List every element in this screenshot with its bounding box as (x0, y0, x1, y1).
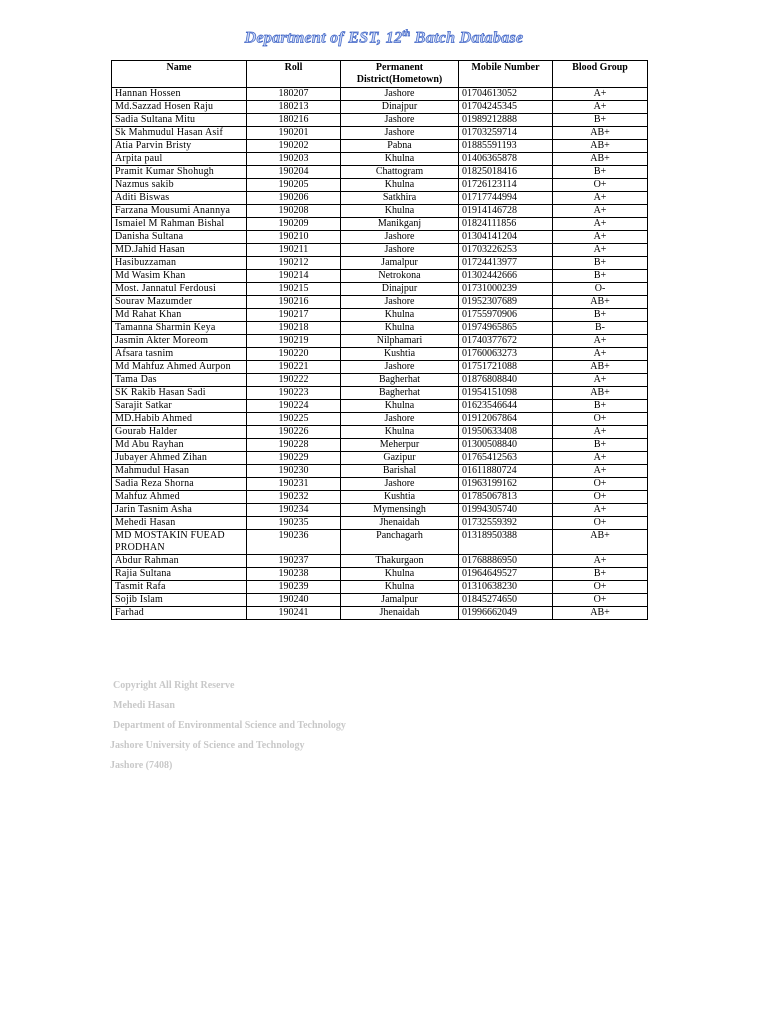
cell-district: Khulna (341, 309, 459, 322)
cell-mobile: 01785067813 (459, 491, 553, 504)
cell-blood-group: A+ (553, 348, 648, 361)
cell-district: Gazipur (341, 452, 459, 465)
cell-name: Most. Jannatul Ferdousi (112, 283, 247, 296)
cell-blood-group: A+ (553, 374, 648, 387)
cell-blood-group: A+ (553, 504, 648, 517)
cell-mobile: 01989212888 (459, 114, 553, 127)
table-row (112, 205, 648, 218)
cell-district: Netrokona (341, 270, 459, 283)
cell-district: Jashore (341, 88, 459, 101)
cell-blood-group: B+ (553, 400, 648, 413)
cell-mobile: 01912067864 (459, 413, 553, 426)
table-row (112, 517, 648, 530)
cell-mobile: 01703259714 (459, 127, 553, 140)
cell-district: Jhenaidah (341, 607, 459, 620)
table-row (112, 244, 648, 257)
cell-district: Satkhira (341, 192, 459, 205)
table-row (112, 166, 648, 179)
cell-district: Kushtia (341, 348, 459, 361)
cell-blood-group: AB+ (553, 361, 648, 374)
cell-name: Sourav Mazumder (112, 296, 247, 309)
cell-district: Jhenaidah (341, 517, 459, 530)
header-blood-group: Blood Group (553, 61, 648, 88)
header-district: Permanent District(Hometown) (341, 61, 459, 88)
footer-author: Mehedi Hasan (113, 700, 175, 711)
cell-roll: 190238 (247, 568, 341, 581)
cell-name: SK Rakib Hasan Sadi (112, 387, 247, 400)
header-roll: Roll (247, 61, 341, 88)
cell-mobile: 01845274650 (459, 594, 553, 607)
cell-blood-group: B+ (553, 309, 648, 322)
cell-blood-group: B- (553, 322, 648, 335)
cell-district: Khulna (341, 322, 459, 335)
cell-blood-group: AB+ (553, 607, 648, 620)
table-row (112, 426, 648, 439)
header-name: Name (112, 61, 247, 88)
cell-name: Md Wasim Khan (112, 270, 247, 283)
cell-mobile: 01623546644 (459, 400, 553, 413)
cell-roll: 190202 (247, 140, 341, 153)
cell-name: Sarajit Satkar (112, 400, 247, 413)
cell-mobile: 01731000239 (459, 283, 553, 296)
cell-name: Ismaiel M Rahman Bishal (112, 218, 247, 231)
cell-name: Md.Sazzad Hosen Raju (112, 101, 247, 114)
cell-name: MD.Jahid Hasan (112, 244, 247, 257)
table-row (112, 192, 648, 205)
cell-name: Tasmit Rafa (112, 581, 247, 594)
table-row (112, 218, 648, 231)
cell-name: Abdur Rahman (112, 555, 247, 568)
table-row (112, 361, 648, 374)
cell-name: Farhad (112, 607, 247, 620)
cell-blood-group: A+ (553, 218, 648, 231)
table-row (112, 374, 648, 387)
cell-roll: 190239 (247, 581, 341, 594)
cell-name: Rajia Sultana (112, 568, 247, 581)
cell-mobile: 01996662049 (459, 607, 553, 620)
footer-department: Department of Environmental Science and Technology (113, 720, 346, 731)
cell-blood-group: B+ (553, 114, 648, 127)
cell-district: Jashore (341, 244, 459, 257)
table-row (112, 101, 648, 114)
cell-roll: 190219 (247, 335, 341, 348)
cell-blood-group: A+ (553, 426, 648, 439)
cell-name: Jasmin Akter Moreom (112, 335, 247, 348)
cell-district: Khulna (341, 581, 459, 594)
cell-district: Panchagarh (341, 530, 459, 555)
cell-mobile: 01825018416 (459, 166, 553, 179)
table-row (112, 153, 648, 166)
cell-name: Jubayer Ahmed Zihan (112, 452, 247, 465)
cell-name: Sadia Sultana Mitu (112, 114, 247, 127)
cell-roll: 190225 (247, 413, 341, 426)
cell-mobile: 01765412563 (459, 452, 553, 465)
table-row (112, 140, 648, 153)
cell-district: Manikganj (341, 218, 459, 231)
cell-blood-group: AB+ (553, 127, 648, 140)
cell-district: Barishal (341, 465, 459, 478)
cell-roll: 190216 (247, 296, 341, 309)
cell-blood-group: A+ (553, 231, 648, 244)
table-row (112, 491, 648, 504)
table-row (112, 452, 648, 465)
cell-mobile: 01751721088 (459, 361, 553, 374)
cell-mobile: 01717744994 (459, 192, 553, 205)
cell-name: Hannan Hossen (112, 88, 247, 101)
cell-roll: 190232 (247, 491, 341, 504)
cell-blood-group: B+ (553, 257, 648, 270)
title-text-end: Batch Database (410, 29, 524, 47)
cell-roll: 190218 (247, 322, 341, 335)
cell-roll: 190204 (247, 166, 341, 179)
cell-district: Khulna (341, 205, 459, 218)
cell-district: Mymensingh (341, 504, 459, 517)
footer-university: Jashore University of Science and Technology (110, 740, 305, 751)
cell-blood-group: A+ (553, 244, 648, 257)
cell-district: Kushtia (341, 491, 459, 504)
cell-blood-group: O+ (553, 179, 648, 192)
cell-district: Jashore (341, 413, 459, 426)
cell-roll: 190210 (247, 231, 341, 244)
cell-roll: 190237 (247, 555, 341, 568)
cell-roll: 190205 (247, 179, 341, 192)
cell-district: Thakurgaon (341, 555, 459, 568)
cell-blood-group: AB+ (553, 140, 648, 153)
cell-district: Chattogram (341, 166, 459, 179)
cell-name: Md Rahat Khan (112, 309, 247, 322)
cell-mobile: 01740377672 (459, 335, 553, 348)
cell-mobile: 01954151098 (459, 387, 553, 400)
table-row (112, 335, 648, 348)
cell-mobile: 01302442666 (459, 270, 553, 283)
cell-name: Sojib Islam (112, 594, 247, 607)
cell-name: Atia Parvin Bristy (112, 140, 247, 153)
table-row (112, 270, 648, 283)
cell-mobile: 01703226253 (459, 244, 553, 257)
cell-district: Jashore (341, 296, 459, 309)
table-row (112, 309, 648, 322)
cell-name: MD.Habib Ahmed (112, 413, 247, 426)
cell-mobile: 01974965865 (459, 322, 553, 335)
cell-name: Sadia Reza Shorna (112, 478, 247, 491)
cell-district: Meherpur (341, 439, 459, 452)
cell-roll: 190224 (247, 400, 341, 413)
cell-district: Jashore (341, 127, 459, 140)
table-row (112, 348, 648, 361)
cell-blood-group: A+ (553, 88, 648, 101)
title-superscript: th (402, 28, 411, 38)
cell-mobile: 01952307689 (459, 296, 553, 309)
table-row (112, 322, 648, 335)
cell-mobile: 01994305740 (459, 504, 553, 517)
table-row (112, 387, 648, 400)
cell-roll: 190226 (247, 426, 341, 439)
cell-mobile: 01724413977 (459, 257, 553, 270)
cell-roll: 190230 (247, 465, 341, 478)
cell-name: Mahmudul Hasan (112, 465, 247, 478)
cell-district: Dinajpur (341, 283, 459, 296)
table-row (112, 594, 648, 607)
cell-name: Pramit Kumar Shohugh (112, 166, 247, 179)
table-row (112, 439, 648, 452)
table-row (112, 88, 648, 101)
cell-district: Bagherhat (341, 374, 459, 387)
cell-roll: 190236 (247, 530, 341, 555)
cell-roll: 190206 (247, 192, 341, 205)
cell-roll: 190229 (247, 452, 341, 465)
cell-mobile: 01768886950 (459, 555, 553, 568)
cell-blood-group: A+ (553, 335, 648, 348)
cell-blood-group: AB+ (553, 387, 648, 400)
cell-roll: 190220 (247, 348, 341, 361)
cell-district: Jashore (341, 361, 459, 374)
cell-blood-group: A+ (553, 205, 648, 218)
cell-blood-group: O+ (553, 581, 648, 594)
cell-roll: 190221 (247, 361, 341, 374)
cell-district: Nilphamari (341, 335, 459, 348)
cell-district: Jashore (341, 114, 459, 127)
cell-blood-group: O+ (553, 491, 648, 504)
table-row (112, 478, 648, 491)
cell-name: Hasibuzzaman (112, 257, 247, 270)
table-row (112, 127, 648, 140)
cell-mobile: 01914146728 (459, 205, 553, 218)
table-row (112, 114, 648, 127)
cell-name: Sk Mahmudul Hasan Asif (112, 127, 247, 140)
cell-roll: 190201 (247, 127, 341, 140)
title-text: Department of EST, 12 (244, 29, 403, 47)
cell-blood-group: O+ (553, 594, 648, 607)
header-mobile: Mobile Number (459, 61, 553, 88)
cell-name: Jarin Tasnim Asha (112, 504, 247, 517)
cell-roll: 190222 (247, 374, 341, 387)
table-row (112, 530, 648, 555)
cell-roll: 190203 (247, 153, 341, 166)
cell-name: Tama Das (112, 374, 247, 387)
cell-mobile: 01611880724 (459, 465, 553, 478)
cell-roll: 180216 (247, 114, 341, 127)
cell-name: Md Abu Rayhan (112, 439, 247, 452)
table-body (112, 88, 648, 620)
cell-district: Khulna (341, 400, 459, 413)
table-row (112, 555, 648, 568)
cell-district: Khulna (341, 153, 459, 166)
table-row (112, 607, 648, 620)
document-title (0, 28, 768, 47)
table-row (112, 504, 648, 517)
table-header-row (112, 61, 648, 88)
cell-roll: 180207 (247, 88, 341, 101)
cell-blood-group: B+ (553, 568, 648, 581)
footer-city: Jashore (7408) (110, 760, 173, 771)
table-row (112, 465, 648, 478)
cell-mobile: 01406365878 (459, 153, 553, 166)
cell-roll: 190214 (247, 270, 341, 283)
cell-roll: 190212 (247, 257, 341, 270)
cell-roll: 190231 (247, 478, 341, 491)
cell-name: Tamanna Sharmin Keya (112, 322, 247, 335)
cell-roll: 190241 (247, 607, 341, 620)
cell-district: Khulna (341, 426, 459, 439)
cell-name: Danisha Sultana (112, 231, 247, 244)
cell-mobile: 01300508840 (459, 439, 553, 452)
cell-mobile: 01876808840 (459, 374, 553, 387)
cell-roll: 190208 (247, 205, 341, 218)
table-row (112, 179, 648, 192)
cell-blood-group: A+ (553, 555, 648, 568)
cell-mobile: 01318950388 (459, 530, 553, 555)
table-row (112, 231, 648, 244)
cell-mobile: 01964649527 (459, 568, 553, 581)
cell-blood-group: A+ (553, 452, 648, 465)
table-row (112, 581, 648, 594)
table-row (112, 283, 648, 296)
cell-name: Arpita paul (112, 153, 247, 166)
cell-district: Khulna (341, 568, 459, 581)
cell-roll: 190234 (247, 504, 341, 517)
cell-mobile: 01755970906 (459, 309, 553, 322)
cell-roll: 190235 (247, 517, 341, 530)
cell-district: Jashore (341, 231, 459, 244)
cell-roll: 190209 (247, 218, 341, 231)
cell-roll: 190223 (247, 387, 341, 400)
cell-mobile: 01824111856 (459, 218, 553, 231)
cell-district: Khulna (341, 179, 459, 192)
cell-name: Md Mahfuz Ahmed Aurpon (112, 361, 247, 374)
cell-blood-group: O+ (553, 517, 648, 530)
cell-name: Afsara tasnim (112, 348, 247, 361)
table-row (112, 413, 648, 426)
cell-name: Nazmus sakib (112, 179, 247, 192)
cell-district: Jashore (341, 478, 459, 491)
cell-name: Farzana Mousumi Anannya (112, 205, 247, 218)
cell-blood-group: O+ (553, 478, 648, 491)
cell-mobile: 01732559392 (459, 517, 553, 530)
cell-mobile: 01726123114 (459, 179, 553, 192)
cell-mobile: 01760063273 (459, 348, 553, 361)
cell-blood-group: O+ (553, 413, 648, 426)
cell-blood-group: A+ (553, 192, 648, 205)
cell-district: Jamalpur (341, 257, 459, 270)
cell-blood-group: B+ (553, 166, 648, 179)
cell-mobile: 01304141204 (459, 231, 553, 244)
table-row (112, 296, 648, 309)
cell-roll: 190211 (247, 244, 341, 257)
cell-roll: 190240 (247, 594, 341, 607)
cell-roll: 190215 (247, 283, 341, 296)
table-row (112, 400, 648, 413)
cell-blood-group: AB+ (553, 296, 648, 309)
cell-name: Mehedi Hasan (112, 517, 247, 530)
batch-database-table (111, 60, 648, 620)
cell-name: Mahfuz Ahmed (112, 491, 247, 504)
cell-roll: 180213 (247, 101, 341, 114)
cell-mobile: 01310638230 (459, 581, 553, 594)
cell-blood-group: AB+ (553, 153, 648, 166)
cell-district: Dinajpur (341, 101, 459, 114)
footer-copyright: Copyright All Right Reserve (113, 680, 235, 691)
cell-district: Bagherhat (341, 387, 459, 400)
cell-name: MD MOSTAKIN FUEAD PRODHAN (112, 530, 247, 555)
table-row (112, 568, 648, 581)
cell-district: Jamalpur (341, 594, 459, 607)
table-row (112, 257, 648, 270)
cell-blood-group: B+ (553, 270, 648, 283)
cell-roll: 190217 (247, 309, 341, 322)
cell-mobile: 01963199162 (459, 478, 553, 491)
cell-blood-group: AB+ (553, 530, 648, 555)
cell-blood-group: A+ (553, 465, 648, 478)
cell-mobile: 01885591193 (459, 140, 553, 153)
cell-mobile: 01704245345 (459, 101, 553, 114)
cell-mobile: 01950633408 (459, 426, 553, 439)
cell-name: Aditi Biswas (112, 192, 247, 205)
cell-blood-group: B+ (553, 439, 648, 452)
cell-district: Pabna (341, 140, 459, 153)
cell-blood-group: A+ (553, 101, 648, 114)
cell-mobile: 01704613052 (459, 88, 553, 101)
cell-roll: 190228 (247, 439, 341, 452)
cell-blood-group: O- (553, 283, 648, 296)
cell-name: Gourab Halder (112, 426, 247, 439)
